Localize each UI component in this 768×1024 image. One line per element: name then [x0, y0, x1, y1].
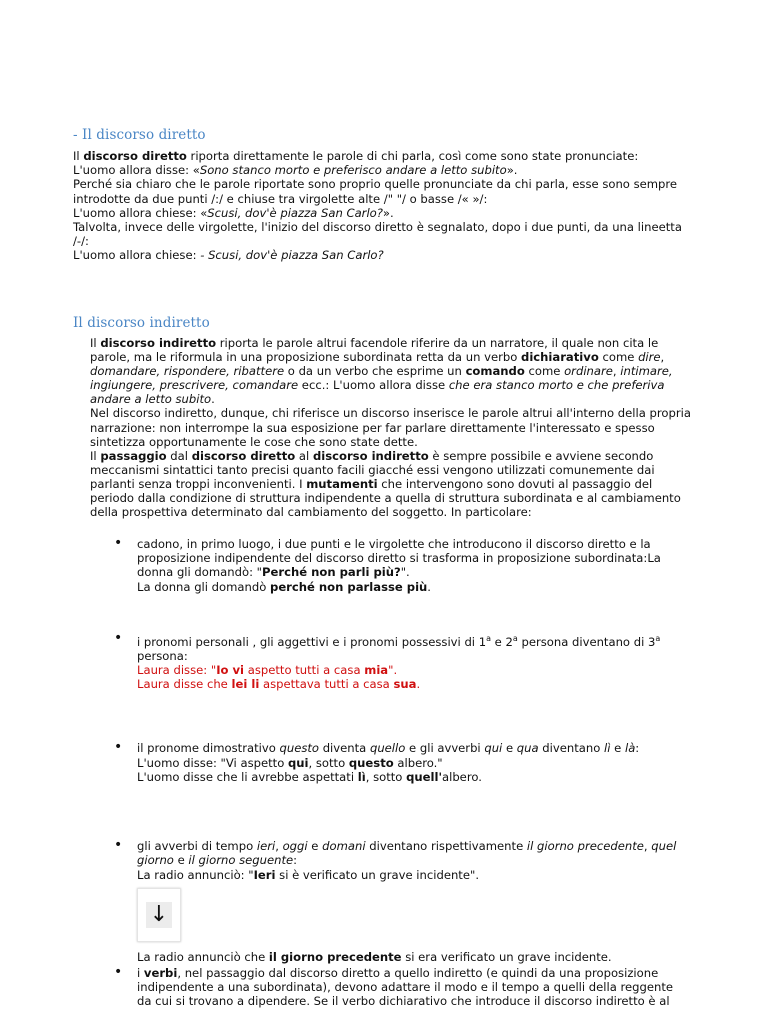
list-line: i verbi, nel passaggio dal discorso diretto a quello indiretto (e quindi da una proposizione indipendente a una subordinata), devono adattare il modo e il tempo a quelli della reggente da cui si trovano a dipendere. Se il verbo dichiarativo che introduce il discorso indiretto è al: [137, 965, 674, 1009]
list-line: Laura disse: "Io vi aspetto tutti a casa mia".: [137, 663, 398, 678]
text-line: L'uomo allora chiese: «Scusi, dov'è piazza San Carlo?».: [73, 205, 394, 220]
text-line: Talvolta, invece delle virgolette, l'inizio del discorso diretto è segnalato, dopo i due punti, da una lineetta /-/:: [73, 220, 682, 249]
arrow-down-box: [137, 888, 181, 942]
list-line: La donna gli domandò perché non parlasse più.: [137, 579, 431, 594]
bullet-icon: •: [114, 963, 123, 980]
list-line: cadono, in primo luogo, i due punti e le virgolette che introducono il discorso diretto e la proposizione indipendente del discorso diretto si trasforma in proposizione subordinata:La donna gli domandò: "Perché non parli più?".: [137, 537, 661, 580]
list-item: [110, 537, 685, 594]
text-line: Il discorso diretto riporta direttamente le parole di chi parla, così come sono state pronunciate:: [73, 149, 639, 163]
text-line: Perché sia chiaro che le parole riportate sono proprio quelle pronunciate da chi parla, esse sono sempre introdotte da due punti /:/ e chiuse tra virgolette alte /" "/ o basse /« »/:: [73, 177, 678, 206]
list-item: [110, 741, 685, 784]
arrow-down-icon: ↓: [146, 902, 172, 928]
list-line: gli avverbi di tempo ieri, oggi e domani diventano rispettivamente il giorno precedente, quel giorno e il giorno seguente:: [137, 839, 677, 868]
list-line: il pronome dimostrativo questo diventa quello e gli avverbi qui e qua diventano lì e là:: [137, 741, 640, 756]
text-line: L'uomo allora disse: «Sono stanco morto e preferisco andare a letto subito».: [73, 163, 518, 178]
text-line: L'uomo allora chiese: - Scusi, dov'è piazza San Carlo?: [73, 248, 384, 263]
section-discorso-indiretto-text: [90, 336, 695, 519]
list-item: [110, 963, 685, 1009]
list-line: La radio annunciò: "Ieri si è verificato un grave incidente".: [137, 867, 479, 882]
bullet-icon: •: [114, 535, 123, 551]
heading-discorso-diretto: - Il discorso diretto: [73, 127, 206, 143]
list-item: [110, 839, 685, 964]
list-line: La radio annunciò che il giorno precedente si era verificato un grave incidente.: [137, 949, 612, 964]
paragraph: Il passaggio dal discorso diretto al discorso indiretto è sempre possibile e avviene secondo meccanismi sintattici tanto precisi quanto facili giacché essi vengono utilizzati comunemente dai parlanti senza troppi inconvenienti. I mutamenti che intervengono sono dovuti al passaggio del periodo dalla condizione di struttura indipendente a quella di struttura subordinata e al cambiamento della prospettiva determinato dal cambiamento del soggetto. In particolare:: [90, 448, 681, 520]
list-item: [110, 629, 685, 692]
list-line: i pronomi personali , gli aggettivi e i pronomi possessivi di 1$^a$ e 2$^a$ persona diventano di 3$^a$ persona:: [137, 633, 661, 663]
bullet-icon: •: [114, 739, 123, 756]
bullet-icon: •: [114, 629, 123, 646]
list-line: L'uomo disse che li avrebbe aspettati lì, sotto quell'albero.: [137, 769, 482, 784]
paragraph: Il discorso indiretto riporta le parole altrui facendole riferire da un narratore, il quale non cita le parole, ma le riformula in una proposizione subordinata retta da un verbo dichiarativo come dire, domandare, rispondere, ribattere o da un verbo che esprime un comando come ordinare, intimare, ingiungere, prescrivere, comandare ecc.: L'uomo allora disse che era stanco morto e che preferiva andare a letto subito.: [90, 336, 673, 407]
list-line: Laura disse che lei li aspettava tutti a casa sua.: [137, 677, 421, 692]
bullet-icon: •: [114, 837, 123, 854]
paragraph: Nel discorso indiretto, dunque, chi riferisce un discorso inserisce le parole altrui all'interno della propria narrazione: non interrompe la sua esposizione per far parlare direttamente l'interessato e spesso sintetizza opportunamente le cose che sono state dette.: [90, 406, 691, 449]
list-line: L'uomo disse: "Vi aspetto qui, sotto questo albero.": [137, 755, 443, 770]
rules-list: [110, 537, 685, 1009]
heading-discorso-indiretto: Il discorso indiretto: [73, 315, 210, 331]
section-discorso-diretto-text: [73, 149, 698, 263]
